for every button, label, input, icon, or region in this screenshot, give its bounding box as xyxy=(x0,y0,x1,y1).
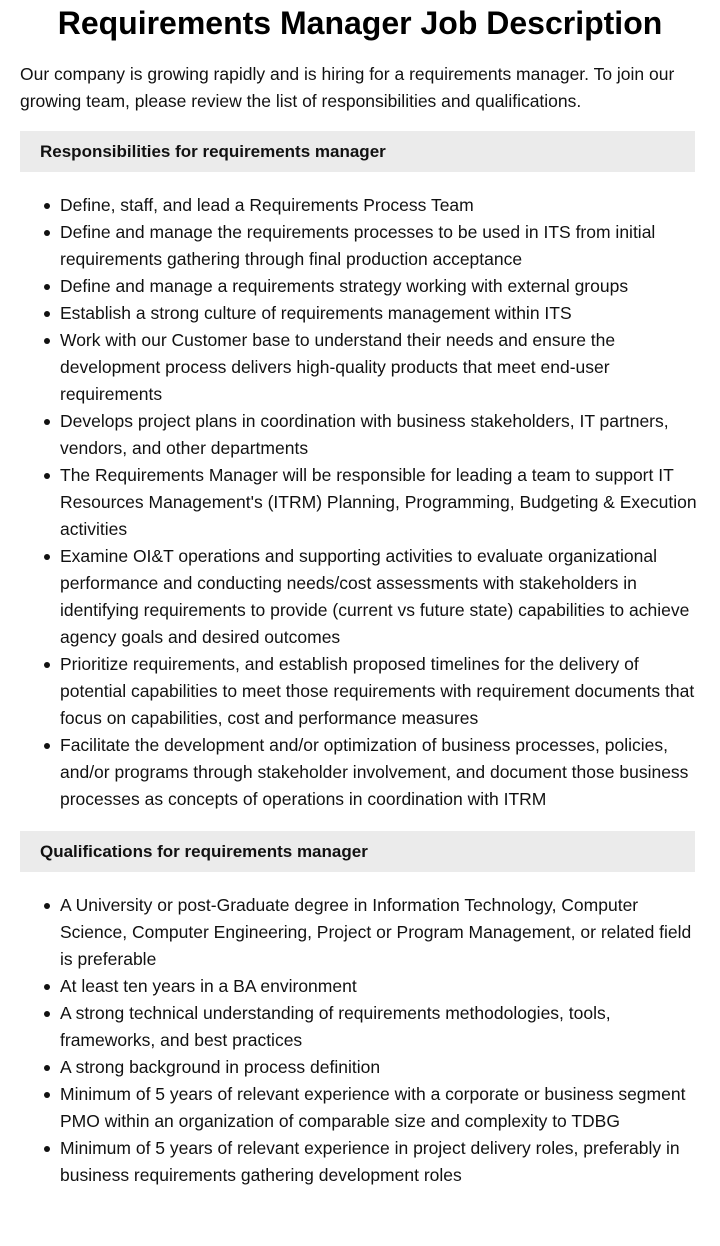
list-item: Facilitate the development and/or optimization of business processes, policies, and/or programs through stakeholder involvement, and document those business processes as concepts of operations in coordination with ITRM xyxy=(60,732,702,813)
list-item: Define and manage a requirements strategy working with external groups xyxy=(60,273,702,300)
responsibilities-heading: Responsibilities for requirements manager xyxy=(20,131,695,172)
list-item: Minimum of 5 years of relevant experience in project delivery roles, preferably in business requirements gathering development roles xyxy=(60,1135,702,1189)
page-title: Requirements Manager Job Description xyxy=(57,5,663,41)
list-item: A strong background in process definition xyxy=(60,1054,702,1081)
list-item: Define, staff, and lead a Requirements Process Team xyxy=(60,192,702,219)
qualifications-list xyxy=(0,892,720,1189)
intro-paragraph: Our company is growing rapidly and is hiring for a requirements manager. To join our growing team, please review the list of responsibilities and qualifications. xyxy=(20,64,675,111)
list-item: Prioritize requirements, and establish proposed timelines for the delivery of potential capabilities to meet those requirements with requirement documents that focus on capabilities, cost and performance measures xyxy=(60,651,702,732)
list-item: Examine OI&T operations and supporting activities to evaluate organizational performance and conducting needs/cost assessments with stakeholders in identifying requirements to provide (current vs future state) capabilities to achieve agency goals and desired outcomes xyxy=(60,543,702,651)
qualifications-heading: Qualifications for requirements manager xyxy=(20,831,695,872)
list-item: A University or post-Graduate degree in Information Technology, Computer Science, Computer Engineering, Project or Program Management, or related field is preferable xyxy=(60,892,702,973)
list-item: Work with our Customer base to understand their needs and ensure the development process delivers high-quality products that meet end-user requirements xyxy=(60,327,702,408)
list-item: At least ten years in a BA environment xyxy=(60,973,702,1000)
list-item: Develops project plans in coordination with business stakeholders, IT partners, vendors, and other departments xyxy=(60,408,702,462)
list-item: A strong technical understanding of requirements methodologies, tools, frameworks, and best practices xyxy=(60,1000,702,1054)
list-item: Minimum of 5 years of relevant experience with a corporate or business segment PMO within an organization of comparable size and complexity to TDBG xyxy=(60,1081,702,1135)
list-item: Establish a strong culture of requirements management within ITS xyxy=(60,300,702,327)
list-item: Define and manage the requirements processes to be used in ITS from initial requirements gathering through final production acceptance xyxy=(60,219,702,273)
list-item: The Requirements Manager will be responsible for leading a team to support IT Resources Management's (ITRM) Planning, Programming, Budgeting & Execution activities xyxy=(60,462,702,543)
responsibilities-list xyxy=(0,192,720,813)
